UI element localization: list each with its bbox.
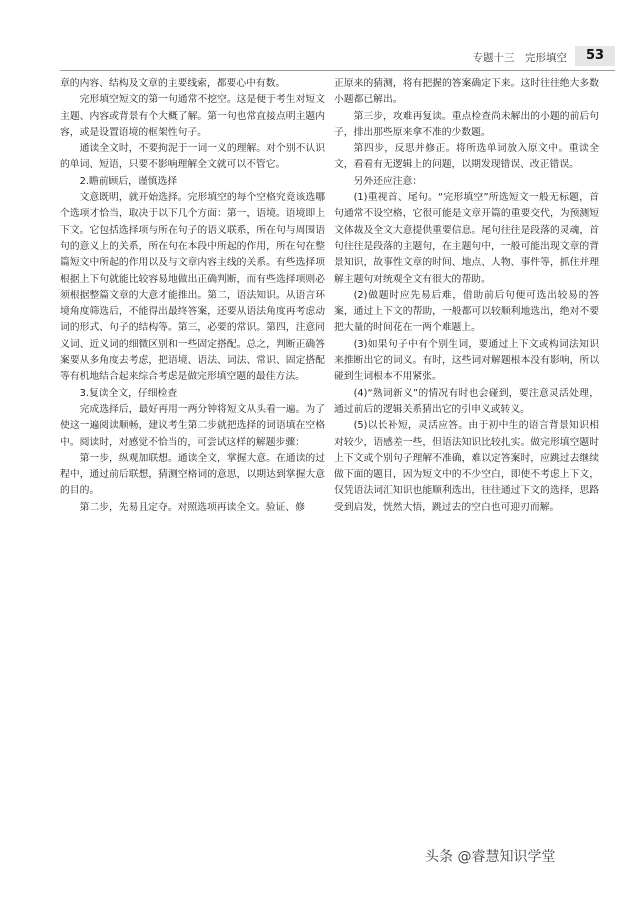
paragraph: (2)做题时应先易后难，借助前后句便可选出较易的答案，通过上下文的帮助，一般都可以较顺利地选出，绝对不要把大量的时间花在一两个难题上。	[334, 289, 599, 334]
paragraph: 第一步，纵观加联想。通读全文，掌握大意。在通读的过程中，通过前后联想，猜测空格词的意思，以期达到掌握大意的目的。	[60, 452, 325, 497]
paragraph: 另外还应注意：	[353, 175, 423, 187]
paragraph: (5)以长补短，灵活应答。由于初中生的语言背景知识相对较少，语感差一些，但语法知识比较扎实。做完形填空题时上下文或个别句子理解不准确，难以定答案时，应跳过去继续做下面的题目，因为短文中的不少空白，即使不考虑上下文，仅凭语法词汇知识也能顺利选出，往往通过下文的选择，思路受到启发，恍然大悟，跳过去的空白也可迎刃而解。	[334, 420, 599, 513]
paragraph: (1)重视首、尾句。“完形填空”所选短文一般无标题，首句通常不设空格，它很可能是文章开篇的重要交代，为预测短文体裁及全文大意提供重要信息。尾句往往是段落的灵魂，首句往往是段落的主题句，在主题句中，一般可能出现文章的背景知识，故事性文章的时间、地点、人物、事件等，抓住并理解主题句对统观全文有很大的帮助。	[334, 192, 599, 285]
paragraph: (4)“熟词新义”的情况有时也会碰到，要注意灵活处理，通过前后的逻辑关系猜出它的引申义或转义。	[334, 387, 599, 415]
watermark: 头条 @睿慧知识学堂	[425, 849, 556, 865]
page-number: 53	[575, 46, 615, 66]
paragraph: 通读全文时，不要拘泥于一词一义的理解。对个别不认识的单词、短语，只要不影响理解全文就可以不管它。	[60, 143, 325, 171]
paragraph: 第三步，攻难再复读。重点检查尚未解出的小题的前后句子，排出那些原来拿不准的少数题。	[334, 110, 599, 138]
subheading: 3.复读全文，仔细检查	[79, 387, 178, 399]
paragraph: 章的内容、结构及文章的主要线索，都要心中有数。	[60, 78, 286, 89]
paragraph: 正原来的猜测，将有把握的答案确定下来。这时往往绝大多数小题都已解出。	[334, 78, 599, 106]
left-text-column	[60, 76, 325, 516]
subheading: 2.瞻前顾后，谨慎选择	[79, 175, 178, 187]
paragraph: 完成选择后，最好再用一两分钟将短文从头看一遍。为了使这一遍阅读顺畅，建议考生第二步就把选择的词语填在空格中。阅读时，对感觉不恰当的，可尝试这样的解题步骤：	[60, 403, 325, 448]
paragraph: 完形填空短文的第一句通常不挖空。这是便于考生对短文主题、内容或背景有个大概了解。第一句也常直接点明主题内容，或是设置语境的框架性句子。	[60, 94, 325, 138]
section-title: 专题十三 完形填空	[472, 52, 567, 64]
header-rule	[60, 70, 615, 71]
right-text-column	[334, 76, 599, 516]
paragraph: 文意既明，就开始选择。完形填空的每个空格究竟该选哪个选项才恰当，取决于以下几个方面：第一，语境。语境即上下文。它包括选择项与所在句子的语义联系，所在句与周围语句的意义上的关系，所在句在本段中所起的作用，所在句在整篇短文中所起的作用以及与文章内容主线的关系。有些选择项根据上下句就能比较容易地做出正确判断，而有些选择项则必须根据整篇文章的大意才能推出。第二，语法知识。从语言环境角度筛选后，不能得出最终答案，还要从语法角度再考虑动词的形式、句子的结构等。第三，必要的常识。第四，注意同义词、近义词的细微区别和一些固定搭配。总之，判断正确答案要从多角度去考虑，把语境、语法、词法、常识、固定搭配等有机地结合起来综合考虑是做完形填空题的最佳方法。	[60, 192, 325, 383]
paragraph: 第二步，先易且定夺。对照选项再读全文。验证、修	[79, 501, 305, 513]
page-header	[60, 46, 615, 68]
paragraph: 第四步，反思并修正。将所选单词放入原文中。重读全文，看看有无逻辑上的问题，以期发现错误、改正错误。	[334, 143, 599, 171]
paragraph: (3)如果句子中有个别生词，要通过上下文或构词法知识来推断出它的词义。有时，这些词对解题根本没有影响，所以碰到生词根本不用紧张。	[334, 338, 599, 383]
